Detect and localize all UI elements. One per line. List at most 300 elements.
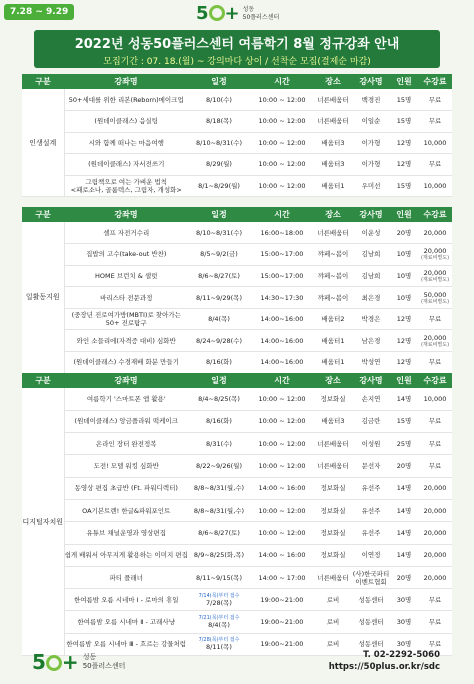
column-header: 장소	[314, 373, 352, 388]
table-row	[22, 611, 452, 633]
course-fee-value: 10,000	[423, 394, 447, 403]
course-date	[188, 499, 250, 521]
course-capacity: 20명	[390, 455, 418, 477]
course-place: 정보화실	[314, 544, 352, 566]
course-fee	[418, 265, 452, 287]
course-date-value: 8/16(화)	[206, 417, 232, 426]
course-date	[188, 455, 250, 477]
column-header: 구분	[22, 207, 64, 222]
course-name-line: 집밥의 고수(take-out 반찬)	[86, 250, 167, 259]
course-teacher: 김남희	[352, 265, 390, 287]
course-fee-value: 20,000	[423, 506, 447, 515]
course-fee-value: 무료	[428, 595, 442, 604]
course-teacher: 이가형	[352, 154, 390, 176]
course-capacity: 10명	[390, 244, 418, 266]
course-fee-value: 무료	[428, 640, 442, 649]
course-date-value: 8/31(수)	[206, 439, 232, 448]
course-section	[22, 74, 452, 197]
table-row	[22, 89, 452, 111]
period-tag: 7.28 ~ 9.29	[4, 4, 74, 20]
course-teacher: 성동센터	[352, 633, 390, 655]
course-teacher: 유선주	[352, 477, 390, 499]
course-time: 14:00 ~ 16:00	[250, 544, 314, 566]
course-time: 14:00 ~ 17:00	[250, 566, 314, 588]
table-row	[22, 154, 452, 176]
course-name	[64, 544, 188, 566]
course-teacher: 이연정	[352, 544, 390, 566]
course-date	[188, 154, 250, 176]
course-fee	[418, 410, 452, 432]
course-fee-value: 10,000	[423, 181, 447, 190]
table-row	[22, 566, 452, 588]
course-time: 10:00 ~ 12:00	[250, 522, 314, 544]
course-fee	[418, 433, 452, 455]
course-name	[64, 410, 188, 432]
course-fee-value: 무료	[428, 417, 442, 426]
course-time: 14:30~17:30	[250, 287, 314, 309]
course-date	[188, 611, 250, 633]
course-place: 정보화실	[314, 388, 352, 410]
course-date	[188, 410, 250, 432]
column-header: 일정	[188, 207, 250, 222]
course-capacity: 14명	[390, 499, 418, 521]
course-teacher: (사)한국파티이벤트협회	[352, 566, 390, 588]
course-date-value: 8/9~8/25(화,목)	[193, 551, 245, 560]
course-time: 10:00 ~ 12:00	[250, 154, 314, 176]
table-row	[22, 287, 452, 309]
footer-logo: 5 + 성동 50플러스센터	[32, 650, 126, 674]
course-name-line: 쉽게 배워서 아무지게 활용하는 이미지 편집	[64, 551, 188, 560]
course-place: 배움터3	[314, 154, 352, 176]
course-teacher: 이가형	[352, 132, 390, 154]
course-fee	[418, 589, 452, 611]
course-date-value: 8/8~8/31(월,수)	[193, 506, 245, 515]
course-date	[188, 352, 250, 374]
course-fee	[418, 522, 452, 544]
course-name	[64, 388, 188, 410]
course-date-value: 8/10~8/31(수)	[196, 138, 242, 147]
table-row	[22, 175, 452, 197]
footer	[0, 646, 474, 684]
course-fee-value: 20,000	[423, 247, 447, 256]
column-header: 강사명	[352, 373, 390, 388]
course-date	[188, 132, 250, 154]
course-fee	[418, 132, 452, 154]
course-name	[64, 175, 188, 197]
course-place: 정보화실	[314, 477, 352, 499]
course-date-value: 8/4(목)	[208, 315, 230, 324]
course-fee	[418, 222, 452, 244]
website-link[interactable]: https://50plus.or.kr/sdc	[328, 662, 440, 672]
course-fee	[418, 111, 452, 133]
course-teacher: 이일순	[352, 111, 390, 133]
course-fee	[418, 308, 452, 330]
course-name	[64, 154, 188, 176]
course-fee	[418, 477, 452, 499]
course-fee	[418, 154, 452, 176]
column-header: 강좌명	[64, 373, 188, 388]
course-name-line: 온라인 장터 완전정복	[95, 439, 157, 448]
course-capacity: 14명	[390, 388, 418, 410]
logo-text: 성동 50플러스센터	[242, 5, 280, 21]
course-name-line2: <패로소나, 골룸텍스, 그림자, 개성화>	[70, 185, 182, 194]
fee-note: (재료비별도)	[420, 276, 450, 283]
course-teacher: 백경진	[352, 89, 390, 111]
course-fee-value: 20,000	[423, 268, 447, 277]
column-header: 강사명	[352, 74, 390, 89]
registration-start: 7/21(목)부터 접수	[198, 615, 240, 622]
course-place: 꺄페~봄이	[314, 244, 352, 266]
column-header: 시간	[250, 373, 314, 388]
course-capacity: 14명	[390, 522, 418, 544]
course-name-line: 그림책으로 여는 가벼운 법칙	[85, 177, 168, 186]
column-header: 강사명	[352, 207, 390, 222]
table-row	[22, 544, 452, 566]
course-name	[64, 89, 188, 111]
course-place: 배움터1	[314, 352, 352, 374]
course-date-value: 8/10(수)	[206, 95, 232, 104]
table-row	[22, 477, 452, 499]
course-name-line: (원데이클래스) 앙금플라워 떡케이크	[74, 417, 178, 426]
course-teacher: 박경은	[352, 308, 390, 330]
page-title: 2022년 성동50플러스센터 여름학기 8월 정규강좌 안내	[74, 37, 400, 52]
course-date	[188, 287, 250, 309]
course-date-value: 8/5~9/2(금)	[200, 250, 238, 259]
course-name-line: 파티 플래너	[109, 573, 143, 582]
course-date	[188, 265, 250, 287]
course-capacity: 20명	[390, 222, 418, 244]
course-name	[64, 499, 188, 521]
course-time: 10:00 ~ 12:00	[250, 89, 314, 111]
course-time: 10:00 ~ 12:00	[250, 388, 314, 410]
course-capacity: 10명	[390, 287, 418, 309]
course-date-value: 7/28(목)	[206, 598, 232, 607]
course-time: 14:00 ~ 16:00	[250, 477, 314, 499]
course-time: 10:00 ~ 12:00	[250, 175, 314, 197]
course-name	[64, 477, 188, 499]
table-row	[22, 265, 452, 287]
course-capacity: 30명	[390, 611, 418, 633]
table-row	[22, 589, 452, 611]
course-capacity: 14명	[390, 544, 418, 566]
course-time: 14:00~16:00	[250, 352, 314, 374]
course-fee-value: 무료	[428, 462, 442, 471]
course-place: 배움터3	[314, 410, 352, 432]
course-capacity: 15명	[390, 410, 418, 432]
course-teacher: 유선주	[352, 499, 390, 521]
course-time: 10:00 ~ 12:00	[250, 433, 314, 455]
table-row	[22, 111, 452, 133]
course-teacher: 이운성	[352, 222, 390, 244]
course-date-value: 8/8~8/31(월,수)	[193, 484, 245, 493]
column-header: 인원	[390, 74, 418, 89]
course-name-line2: 50+ 진로탐구	[105, 319, 147, 328]
course-date	[188, 522, 250, 544]
course-fee-value: 20,000	[423, 333, 447, 342]
course-place: 정보화실	[314, 499, 352, 521]
course-table	[22, 373, 452, 656]
course-name-line: OA기본트렌! 한글&파워포인트	[82, 506, 171, 515]
course-name	[64, 522, 188, 544]
course-teacher: 성동센터	[352, 611, 390, 633]
course-name-line: (원데이클래스) 자서전쓰기	[88, 160, 165, 169]
course-place: 너른배움터	[314, 89, 352, 111]
table-row	[22, 308, 452, 330]
course-name-line: (원데이클래스) 음실팅	[94, 117, 159, 126]
course-time: 10:00 ~ 12:00	[250, 111, 314, 133]
course-date	[188, 111, 250, 133]
course-place: 로비	[314, 589, 352, 611]
page-header	[34, 30, 440, 68]
course-capacity: 12명	[390, 308, 418, 330]
course-name	[64, 611, 188, 633]
course-teacher: 성동센터	[352, 589, 390, 611]
category-cell: 디지털자치원	[22, 388, 64, 656]
phone-number: T. 02-2292-5060	[363, 650, 440, 660]
column-header: 인원	[390, 373, 418, 388]
course-fee-value: 50,000	[423, 290, 447, 299]
table-row	[22, 352, 452, 374]
course-date	[188, 89, 250, 111]
course-capacity: 25명	[390, 433, 418, 455]
course-capacity: 14명	[390, 477, 418, 499]
course-place: 정보화실	[314, 522, 352, 544]
course-name-line: 50+세대를 위한 리본(Reborn)메이크업	[68, 95, 184, 104]
course-time: 19:00~21:00	[250, 611, 314, 633]
course-name	[64, 111, 188, 133]
course-date-value: 8/4~8/25(목)	[198, 394, 240, 403]
course-time: 10:00 ~ 12:00	[250, 132, 314, 154]
course-date-value: 8/10~8/31(수)	[196, 228, 242, 237]
table-row	[22, 410, 452, 432]
column-header: 일정	[188, 373, 250, 388]
table-row	[22, 455, 452, 477]
category-cell: 일활동지원	[22, 222, 64, 373]
course-date-value: 8/24~9/28(수)	[196, 336, 242, 345]
course-fee	[418, 499, 452, 521]
course-capacity: 12명	[390, 352, 418, 374]
course-time: 10:00 ~ 12:00	[250, 455, 314, 477]
column-header: 수강료	[418, 74, 452, 89]
course-name-line: 한여름밤 오름 시네마 Ⅲ - 흐르는 강물처럼	[66, 640, 187, 649]
course-date	[188, 222, 250, 244]
course-date	[188, 544, 250, 566]
course-time: 19:00~21:00	[250, 589, 314, 611]
course-date	[188, 330, 250, 352]
course-name	[64, 265, 188, 287]
column-header: 장소	[314, 207, 352, 222]
course-teacher: 유선주	[352, 522, 390, 544]
course-fee-value: 무료	[428, 618, 442, 627]
course-name	[64, 222, 188, 244]
course-fee	[418, 566, 452, 588]
course-name-line: (원데이클래스) 수경재배 화분 만들기	[73, 358, 179, 367]
course-capacity: 15명	[390, 89, 418, 111]
logo-mark: 5 +	[196, 3, 240, 24]
course-time: 14:00~16:00	[250, 308, 314, 330]
table-row	[22, 388, 452, 410]
course-fee	[418, 352, 452, 374]
course-fee-value: 무료	[428, 95, 442, 104]
column-header: 구분	[22, 74, 64, 89]
course-time: 14:00~16:00	[250, 330, 314, 352]
column-header: 구분	[22, 373, 64, 388]
course-teacher: 우미선	[352, 175, 390, 197]
registration-start: 7/14(목)부터 접수	[198, 592, 240, 599]
course-name	[64, 330, 188, 352]
course-fee-value: 20,000	[423, 573, 447, 582]
course-time: 16:00~18:00	[250, 222, 314, 244]
page-subtitle: 모집기간 : 07. 18.(월) ~ 강의마다 상이 / 선착순 모집(결제순 마감)	[103, 57, 371, 67]
course-name-line: (중장년 진로여가방(MBTI)로 찾아가는	[71, 311, 181, 320]
course-name	[64, 132, 188, 154]
footer-logo-mark: 5 +	[32, 650, 79, 674]
course-name	[64, 589, 188, 611]
registration-start: 7/28(목)부터 접수	[198, 637, 240, 644]
course-fee	[418, 611, 452, 633]
course-date-value: 8/11(목)	[206, 643, 232, 652]
course-name-line: 도전! 모델 워킹 심화반	[93, 462, 159, 471]
course-name-line: 한여름밤 오름 시네마 Ⅱ - 고래사냥	[77, 618, 175, 627]
course-place: 로비	[314, 611, 352, 633]
course-capacity: 20명	[390, 566, 418, 588]
course-capacity: 12명	[390, 154, 418, 176]
course-fee-value: 무료	[428, 315, 442, 324]
course-date	[188, 433, 250, 455]
center-logo	[196, 3, 279, 24]
course-place: 로비	[314, 633, 352, 655]
fee-note: (재료비별도)	[420, 341, 450, 348]
course-date-value: 8/6~8/27(토)	[198, 528, 240, 537]
column-header: 강좌명	[64, 74, 188, 89]
category-cell: 인생설계	[22, 89, 64, 197]
course-capacity: 12명	[390, 132, 418, 154]
course-place: 너른배움터	[314, 222, 352, 244]
course-place: 꺄페~봄이	[314, 265, 352, 287]
course-fee-value: 10,000	[423, 138, 447, 147]
course-fee-value: 20,000	[423, 484, 447, 493]
course-capacity: 30명	[390, 589, 418, 611]
course-name-line: 와인 소믈리에(자격증 대비) 심화반	[76, 336, 176, 345]
contact-info	[329, 649, 440, 673]
course-place: 너른배움터	[314, 455, 352, 477]
table-row	[22, 244, 452, 266]
course-teacher: 박성연	[352, 352, 390, 374]
course-name	[64, 455, 188, 477]
course-fee-value: 20,000	[423, 228, 447, 237]
course-place: 배움터2	[314, 308, 352, 330]
table-row	[22, 499, 452, 521]
course-place: 배움터1	[314, 330, 352, 352]
column-header: 수강료	[418, 207, 452, 222]
course-fee	[418, 455, 452, 477]
course-time: 10:00 ~ 12:00	[250, 499, 314, 521]
course-date-value: 8/6~8/27(토)	[198, 271, 240, 280]
course-date-value: 8/4(목)	[208, 621, 230, 630]
course-section	[22, 207, 452, 374]
course-teacher: 김금란	[352, 410, 390, 432]
course-date-value: 8/18(목)	[206, 117, 232, 126]
fee-note: (재료비별도)	[420, 255, 450, 262]
course-place: 배움터1	[314, 175, 352, 197]
course-teacher: 이성원	[352, 433, 390, 455]
course-date	[188, 477, 250, 499]
course-time: 10:00 ~ 12:00	[250, 410, 314, 432]
course-fee-value: 무료	[428, 160, 442, 169]
course-name	[64, 352, 188, 374]
table-row	[22, 222, 452, 244]
course-place: 꺄페~봄이	[314, 287, 352, 309]
table-row	[22, 330, 452, 352]
course-name-line: 동영상 편집 초급반 (Ft. 파워디렉터)	[74, 484, 178, 493]
course-table	[22, 207, 452, 374]
column-header: 시간	[250, 74, 314, 89]
course-place: 배움터3	[314, 132, 352, 154]
course-name	[64, 244, 188, 266]
course-name-line: 시와 함께 떠나는 마음여행	[88, 138, 164, 147]
course-date-value: 8/11~9/29(목)	[196, 293, 242, 302]
top-band	[0, 0, 474, 32]
course-date-value: 8/11~9/15(목)	[196, 573, 242, 582]
course-name	[64, 308, 188, 330]
course-fee-value: 무료	[428, 358, 442, 367]
course-name-line: 바리스타 전문과정	[100, 293, 153, 302]
course-date	[188, 388, 250, 410]
course-date-value: 8/1~8/29(월)	[198, 181, 240, 190]
column-header: 수강료	[418, 373, 452, 388]
course-name-line: 한여름밤 오름 시네마 Ⅰ - 로마의 휴일	[73, 595, 179, 604]
course-date-value: 8/22~9/26(월)	[196, 462, 242, 471]
course-capacity: 15명	[390, 111, 418, 133]
course-name-line: 셀프 자전거수리	[103, 228, 150, 237]
course-fee	[418, 388, 452, 410]
course-fee	[418, 330, 452, 352]
table-row	[22, 522, 452, 544]
course-section	[22, 373, 452, 656]
course-fee-value: 20,000	[423, 528, 447, 537]
course-capacity: 30명	[390, 633, 418, 655]
course-capacity: 15명	[390, 175, 418, 197]
course-capacity: 12명	[390, 330, 418, 352]
column-header: 인원	[390, 207, 418, 222]
course-name	[64, 566, 188, 588]
column-header: 일정	[188, 74, 250, 89]
course-time: 15:00~17:00	[250, 244, 314, 266]
course-teacher: 최은경	[352, 287, 390, 309]
course-date	[188, 175, 250, 197]
course-fee	[418, 544, 452, 566]
table-row	[22, 132, 452, 154]
table-row	[22, 433, 452, 455]
fee-note: (재료비별도)	[420, 298, 450, 305]
course-place: 너른배움터	[314, 111, 352, 133]
course-date-value: 8/29(월)	[206, 160, 232, 169]
course-teacher: 남은경	[352, 330, 390, 352]
course-fee	[418, 244, 452, 266]
column-header: 장소	[314, 74, 352, 89]
course-time: 19:00~21:00	[250, 633, 314, 655]
course-fee-value: 20,000	[423, 551, 447, 560]
course-time: 15:00~17:00	[250, 265, 314, 287]
column-header: 시간	[250, 207, 314, 222]
course-fee	[418, 89, 452, 111]
column-header: 강좌명	[64, 207, 188, 222]
course-table	[22, 74, 452, 197]
course-teacher: 김남희	[352, 244, 390, 266]
course-fee	[418, 175, 452, 197]
course-fee-value: 무료	[428, 439, 442, 448]
course-name	[64, 433, 188, 455]
